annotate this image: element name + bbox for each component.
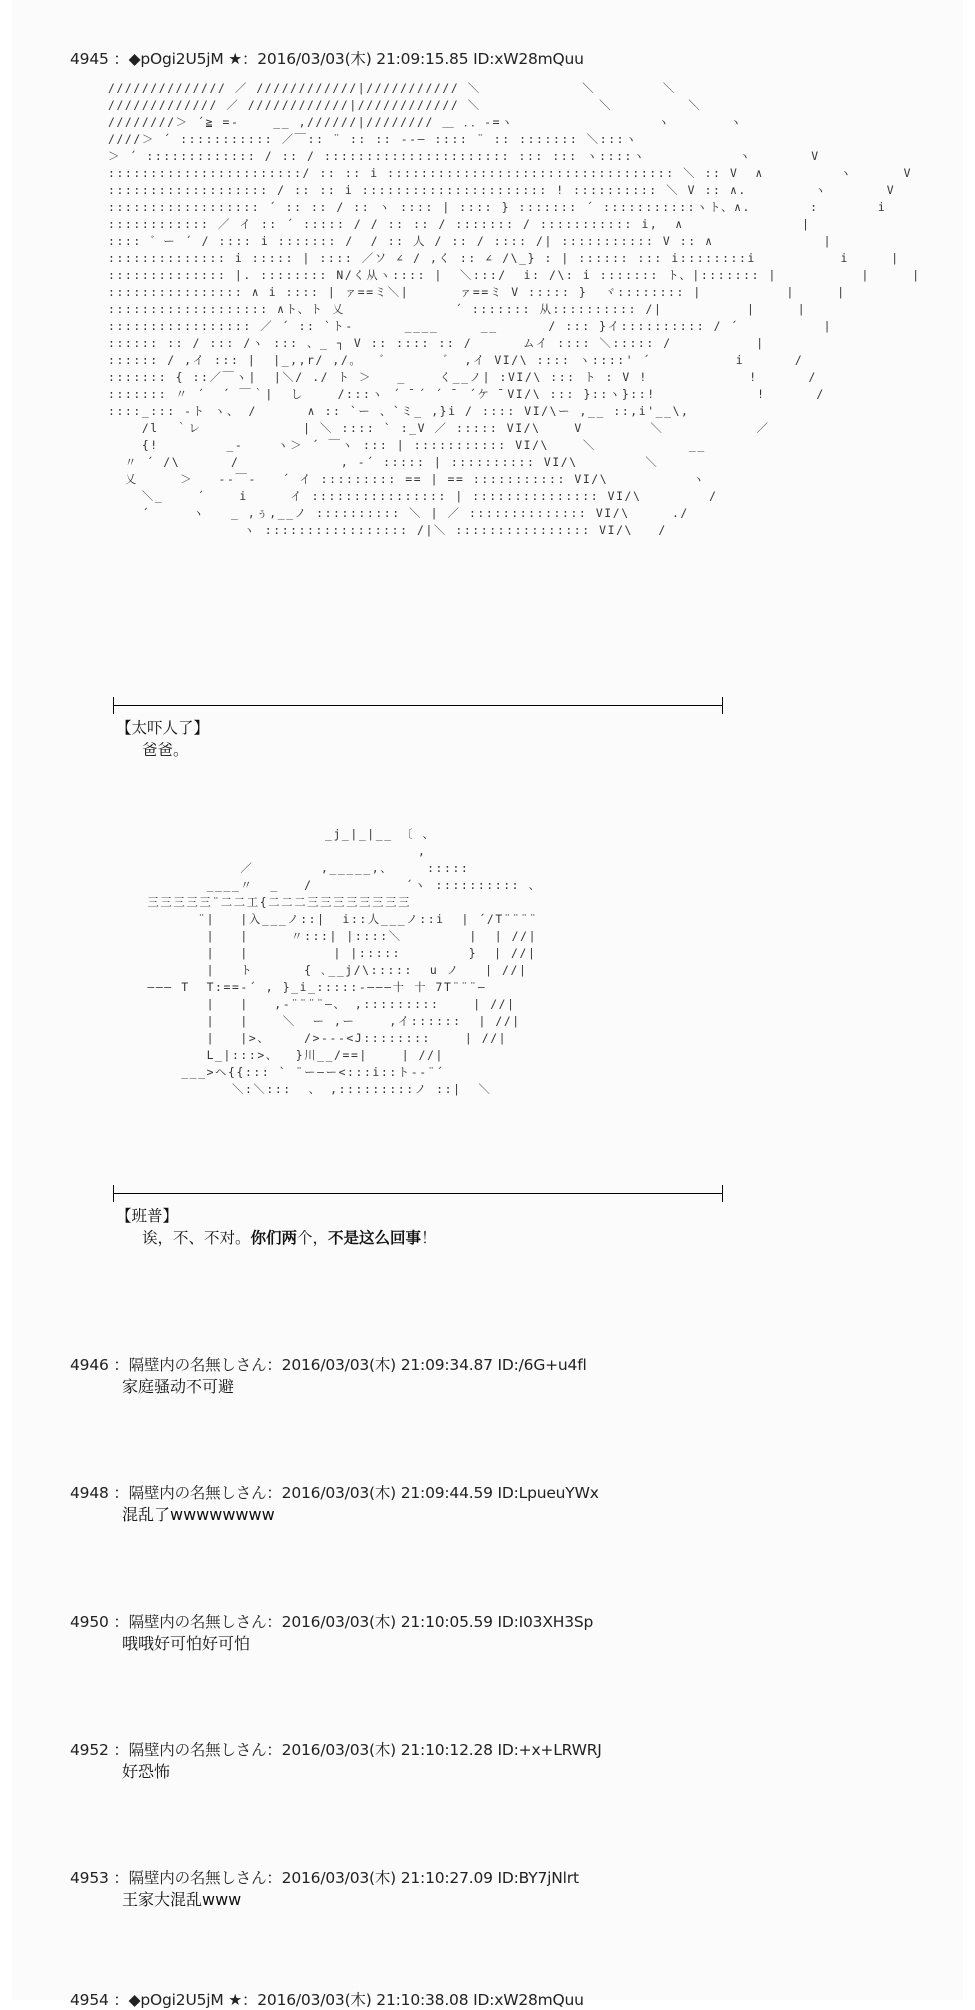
divider-tick-left [113, 1185, 114, 1202]
divider-tick-left [113, 697, 114, 714]
page [12, 0, 963, 2009]
divider-tick-right [722, 1185, 723, 1202]
post-header-4948: 4948 ：隔壁内の名無しさん：2016/03/03(木) 21:09:44.59 ID:LpueuYWx [70, 1484, 599, 1502]
dialogue-line-2 [142, 1226, 437, 1248]
divider-line [113, 705, 723, 706]
dialogue-text-bold: 你们两 [250, 1229, 298, 1247]
post-header-4950: 4950 ：隔壁内の名無しさん：2016/03/03(木) 21:10:05.59 ID:I03XH3Sp [70, 1613, 594, 1631]
divider-line [113, 1193, 723, 1194]
ascii-art-scene1: ////////////// ／ ////////////|/////////// ＼ ＼ ＼ ///////////// ／ ////////////|//////////// ＼ ＼ ＼ ////////＞ ´≧ =- __ ,//////|//////// ＿ ．．-=ヽ ヽ ヽ ////＞ ´ ::::::::::: ／￣:: ¨ :: :: -‐― :::: ¨ :: ::::::: ＼:::ヽ ＞ ´ ::::::::::::: / :: / :::::::::::::::::::::: ::: ::: ヽ::::ヽ ヽ V :::::::::::::::::::::::/ :: :: i :::::::::::::::::::::::::::::::::: ＼ :: V ∧ ヽ V ::::::::::::::::::: / :: :: i :::::::::::::::::::::: ! :::::::::: ＼ V :: ∧. ヽ V :::::::::::::::::: ´ :: :: / :: ヽ :::: | :::: } ::::::: ´ :::::::::::ヽト、∧. : i :::::::::::: ／ イ :: ´ ::::: / / :: :: / ::::::: / ::::::::::: i, ∧ | :::: ゛ー ´ / :::: i ::::::: / / :: 人 / :: / :::: /| ::::::::::: V :: ∧ | :::::::::::::: i ::::: | :::: ／ソ ∠ / ,く :: ∠ /\_} : | :::::: ::: i::::::::i i | :::::::::::::: |. :::::::: N/く从ヽ:::: | ＼:::/ i: /\: i ::::::: ト、|::::::: | | | :::::::::::::::: ∧ i :::: | ァ==ミ＼| ァ==ミ V ::::: } ヾ:::::::: | | | ::::::::::::::::::: ∧ト、ト 乂 ´ ::::::: 从:::::::::: /| | | ::::::::::::::::: ／ ´ :: `ト- ____ __ / ::: }イ:::::::::: / ´ | :::::: :: / ::: /ヽ ::: 、_ ┐ V :: :::: :: / ムイ :::: ＼::::: / | :::::: / ,イ ::: | |_,,r/ ,/。 ゛ ゛ ,イ VI/\ :::: ヽ::::' ´ i / ::::::: { ::／￣ヽ| |＼/ ./ ト ＞ _ く__ノ| :VI/\ ::: ト : V ! ! / ::::::: 〃 ´ ´ ￣｀| し /:::ヽ ´ ̄ ´ ´ ̄ ´ケ ̄ VI/\ ::: }::ヽ}::! ! / ::::_::: -ト ヽ、 / ∧ :: `ー 、`ミ_ ,}i / :::: VI/\ー ,__ ::,i'__\, /l ｀レ | ＼ :::: ` :_V ／ ::::: VI/\ V ＼ ／ {! _- ヽ＞ ´ ￣ヽ ::: | ::::::::::: VI/\ ＼ __ 〃 ´ /\ / , -´ ::::: | :::::::::: VI/\ ＼ 乂 ＞ -‐￣- ´ イ ::::::::: == | == ::::::::::: VI/\ ヽ ＼_ ´ i イ :::::::::::::::: | ::::::::::::::: VI/\ / ´ ヽ _ ,ぅ,__ノ :::::::::: ＼ | ／ :::::::::::::: VI/\ ./ ヽ ::::::::::::::::: /|＼ :::::::::::::::: VI/\ / [108, 81, 921, 537]
post-body-4953: 王家大混乱www [122, 1890, 242, 1909]
dialogue-text: ！ [421, 1229, 437, 1247]
post-header-4952: 4952 ：隔壁内の名無しさん：2016/03/03(木) 21:10:12.28 ID:+x+LRWRJ [70, 1741, 602, 1759]
speaker-label-1: 【太吓人了】 [116, 719, 210, 737]
post-body-4946: 家庭骚动不可避 [122, 1377, 235, 1396]
post-body-4948: 混乱了wwwwwwww [122, 1505, 275, 1524]
post-header-4946: 4946 ：隔壁内の名無しさん：2016/03/03(木) 21:09:34.87 ID:/6G+u4fl [70, 1356, 587, 1374]
post-header-4953: 4953 ：隔壁内の名無しさん：2016/03/03(木) 21:10:27.09 ID:BY7jNlrt [70, 1869, 579, 1887]
dialogue-text: 个， [297, 1229, 329, 1247]
post-header-4954: 4954 ：◆pOgi2U5jM ★：2016/03/03(木) 21:10:38.08 ID:xW28mQuu [70, 1991, 584, 2009]
post-header-4945: 4945 ：◆pOgi2U5jM ★：2016/03/03(木) 21:09:15.85 ID:xW28mQuu [70, 50, 584, 68]
post-body-4952: 好恐怖 [122, 1762, 171, 1781]
dialogue-text-bold: 不是这么回事 [328, 1229, 422, 1247]
ascii-art-scene2: _j_|_|__ 〔 、 , ／ ,_____,、 ::::: ____〃 _ / ´ヽ :::::::::: 、 三三三三三¨二二工{二二二三三三三三三三三 ¨| |入___ノ::| i::人___ノ::i | ´/T¨¨¨¨ | | 〃:::| |::::＼ | | //| | | | |::::: } | //| | ト { ､__j/\::::: u ノ | //| ――― T T:==-´ , }_i_:::::-―――十 十 7T¨¨¨― | | ,-¨¨¨¨―、 ,::::::::: | //| | | ＼ ー ,ー ,イ:::::: | //| | |>、 />---<J:::::::: | //| L_|:::>、 }川__/==| | //| ___>ヘ{{::: ` ¨ー―ー<:::i::ト--¨´ ＼:＼::: 、 ,:::::::::ノ ::| ＼ [147, 827, 542, 1096]
speaker-label-2: 【班普】 [116, 1207, 179, 1225]
dialogue-text: 诶，不、不对。 [142, 1229, 251, 1247]
divider-tick-right [722, 697, 723, 714]
post-body-4950: 哦哦好可怕好可怕 [122, 1634, 251, 1653]
dialogue-line-1: 爸爸。 [142, 741, 189, 759]
